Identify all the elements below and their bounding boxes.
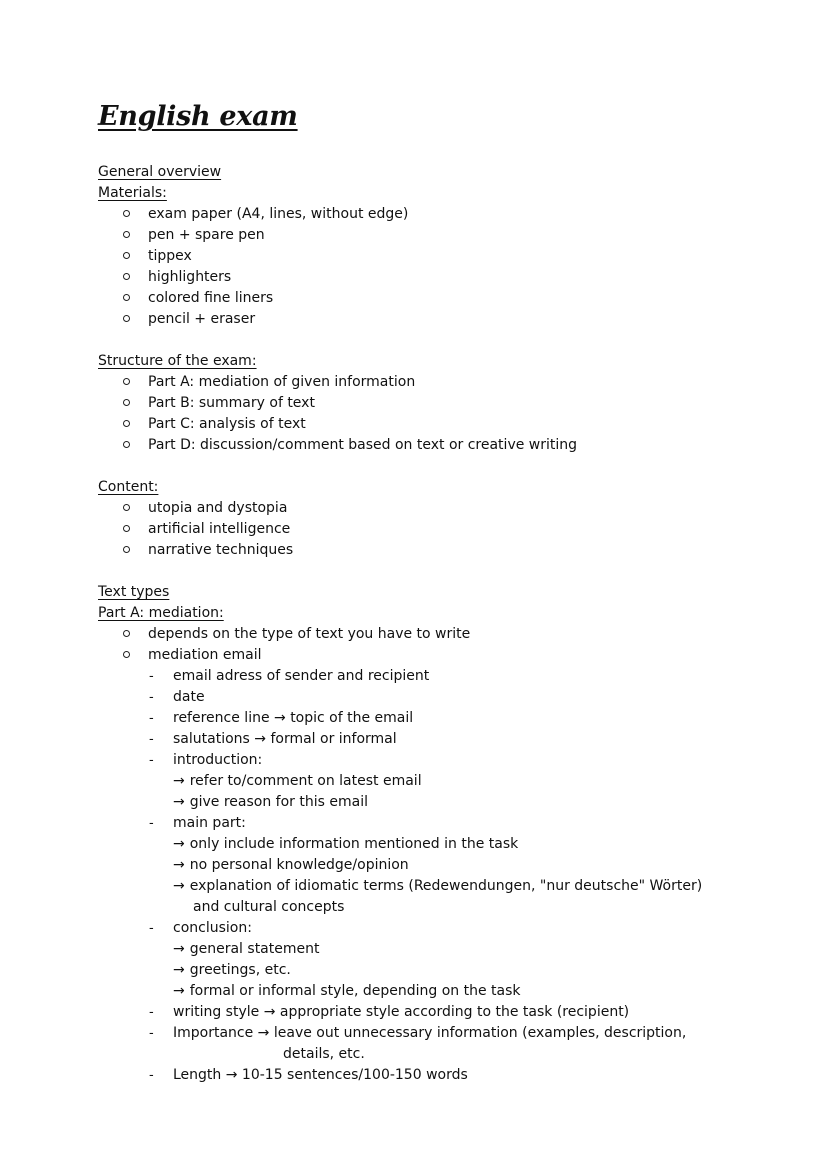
dash-bullet: - bbox=[149, 669, 154, 684]
list-item: - date bbox=[0, 687, 828, 708]
arrow-right-icon: → bbox=[173, 857, 185, 873]
sub-item-continuation: and cultural concepts bbox=[193, 899, 345, 915]
circle-bullet-icon bbox=[123, 651, 130, 658]
circle-bullet-icon bbox=[123, 504, 130, 511]
list-item: narrative techniques bbox=[0, 540, 828, 561]
list-item: - email adress of sender and recipient bbox=[0, 666, 828, 687]
list-item: - writing style → appropriate style according to the task (recipient) bbox=[0, 1002, 828, 1023]
circle-bullet-icon bbox=[123, 231, 130, 238]
list-item: utopia and dystopia bbox=[0, 498, 828, 519]
arrow-right-icon: → bbox=[173, 773, 185, 789]
list-item-continuation: details, etc. bbox=[283, 1046, 365, 1062]
circle-bullet-icon bbox=[123, 252, 130, 259]
dash-bullet: - bbox=[149, 1026, 154, 1041]
materials-heading: Materials: bbox=[98, 185, 167, 201]
list-item: Part B: summary of text bbox=[0, 393, 828, 414]
general-overview-heading: General overview bbox=[98, 164, 222, 180]
list-item: - Length → 10-15 sentences/100-150 words bbox=[0, 1065, 828, 1086]
text-types-section bbox=[0, 582, 828, 1086]
part-a-heading: Part A: mediation: bbox=[98, 605, 224, 621]
list-item: colored fine liners bbox=[0, 288, 828, 309]
sub-item: → greetings, etc. bbox=[0, 960, 828, 981]
dash-bullet: - bbox=[149, 921, 154, 936]
circle-bullet-icon bbox=[123, 294, 130, 301]
arrow-right-icon: → bbox=[173, 794, 185, 810]
sub-item: → formal or informal style, depending on the task bbox=[0, 981, 828, 1002]
list-item: - Importance → leave out unnecessary information (examples, description, bbox=[0, 1023, 828, 1044]
arrow-right-icon: → bbox=[173, 836, 185, 852]
content-section bbox=[0, 477, 828, 561]
arrow-right-icon: → bbox=[173, 941, 185, 957]
materials-section bbox=[0, 162, 828, 330]
dash-bullet: - bbox=[149, 711, 154, 726]
sub-item: → explanation of idiomatic terms (Redewendungen, "nur deutsche" Wörter) bbox=[0, 876, 828, 897]
circle-bullet-icon bbox=[123, 630, 130, 637]
structure-heading: Structure of the exam: bbox=[98, 353, 257, 369]
sub-item: → only include information mentioned in the task bbox=[0, 834, 828, 855]
list-item: mediation email bbox=[0, 645, 828, 666]
dash-bullet: - bbox=[149, 753, 154, 768]
sub-item: → refer to/comment on latest email bbox=[0, 771, 828, 792]
circle-bullet-icon bbox=[123, 273, 130, 280]
circle-bullet-icon bbox=[123, 210, 130, 217]
text-types-heading: Text types bbox=[98, 584, 170, 600]
dash-bullet: - bbox=[149, 732, 154, 747]
list-item: Part C: analysis of text bbox=[0, 414, 828, 435]
circle-bullet-icon bbox=[123, 420, 130, 427]
list-item: pencil + eraser bbox=[0, 309, 828, 330]
sub-item: → general statement bbox=[0, 939, 828, 960]
sub-item: → no personal knowledge/opinion bbox=[0, 855, 828, 876]
content-heading: Content: bbox=[98, 479, 159, 495]
list-item: Part D: discussion/comment based on text or creative writing bbox=[0, 435, 828, 456]
sub-item: → give reason for this email bbox=[0, 792, 828, 813]
dash-bullet: - bbox=[149, 1068, 154, 1083]
circle-bullet-icon bbox=[123, 441, 130, 448]
structure-section bbox=[0, 351, 828, 456]
list-item: pen + spare pen bbox=[0, 225, 828, 246]
arrow-right-icon: → bbox=[173, 983, 185, 999]
list-item: artificial intelligence bbox=[0, 519, 828, 540]
dash-bullet: - bbox=[149, 1005, 154, 1020]
list-item: - main part: bbox=[0, 813, 828, 834]
list-item: tippex bbox=[0, 246, 828, 267]
arrow-right-icon: → bbox=[173, 878, 185, 894]
circle-bullet-icon bbox=[123, 399, 130, 406]
list-item: - conclusion: bbox=[0, 918, 828, 939]
dash-bullet: - bbox=[149, 690, 154, 705]
dash-bullet: - bbox=[149, 816, 154, 831]
list-item: highlighters bbox=[0, 267, 828, 288]
page-title: English exam bbox=[98, 101, 298, 132]
circle-bullet-icon bbox=[123, 525, 130, 532]
list-item: Part A: mediation of given information bbox=[0, 372, 828, 393]
circle-bullet-icon bbox=[123, 315, 130, 322]
list-item: - introduction: bbox=[0, 750, 828, 771]
arrow-right-icon: → bbox=[173, 962, 185, 978]
list-item: - salutations → formal or informal bbox=[0, 729, 828, 750]
list-item: exam paper (A4, lines, without edge) bbox=[0, 204, 828, 225]
list-item: - reference line → topic of the email bbox=[0, 708, 828, 729]
list-item: depends on the type of text you have to write bbox=[0, 624, 828, 645]
circle-bullet-icon bbox=[123, 546, 130, 553]
circle-bullet-icon bbox=[123, 378, 130, 385]
